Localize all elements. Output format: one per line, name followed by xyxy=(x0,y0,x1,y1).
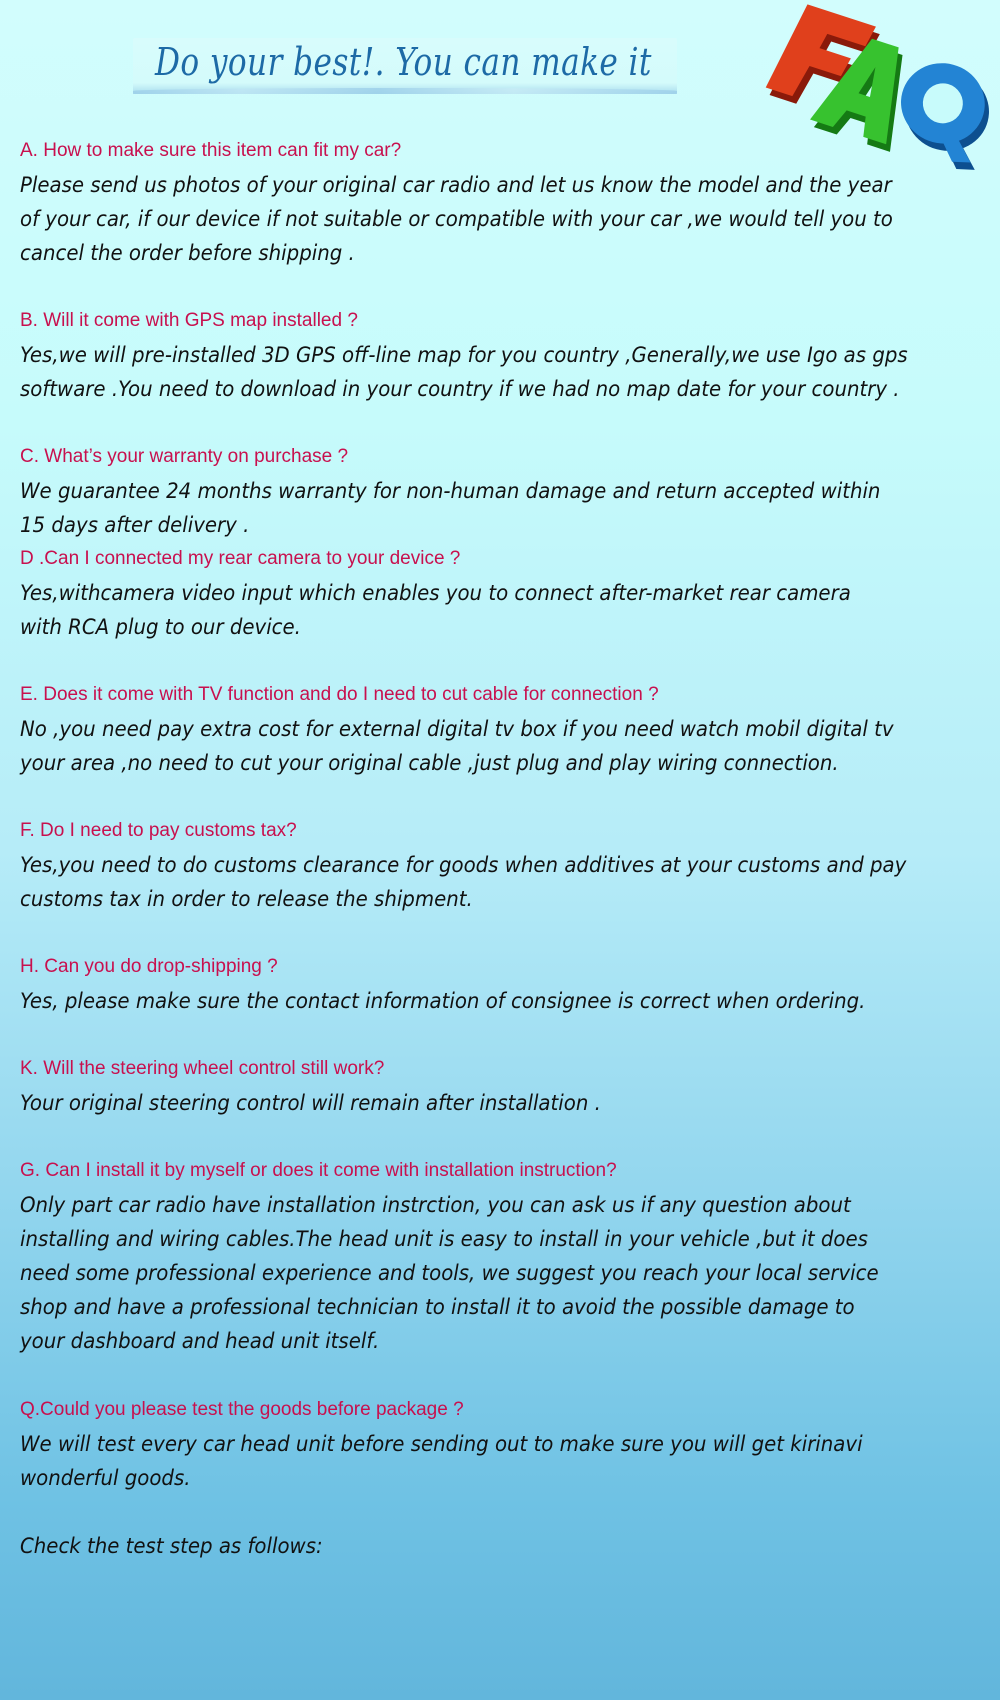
faq-answer-f xyxy=(20,848,906,916)
answer-line: Only part car radio have installation instrction, you can ask us if any question about xyxy=(20,1193,851,1217)
motto-banner xyxy=(133,38,677,94)
answer-line: with RCA plug to our device. xyxy=(20,615,301,639)
faq-question-g: G. Can I install it by myself or does it come with installation instruction? xyxy=(20,1160,617,1181)
faq-logo-icon xyxy=(760,0,1000,175)
faq-question-h: H. Can you do drop-shipping ? xyxy=(20,956,278,977)
faq-answer-d xyxy=(20,576,851,644)
answer-line: Yes, please make sure the contact information of consignee is correct when ordering. xyxy=(20,989,866,1013)
answer-line: Please send us photos of your original car radio and let us know the model and the year xyxy=(20,173,892,197)
faq-answer-h xyxy=(20,984,865,1018)
faq-answer-k xyxy=(20,1086,601,1120)
answer-line: wonderful goods. xyxy=(20,1466,191,1490)
faq-question-e: E. Does it come with TV function and do I need to cut cable for connection ? xyxy=(20,684,659,705)
faq-question-d: D .Can I connected my rear camera to your device ? xyxy=(20,548,461,569)
faq-answer-b xyxy=(20,338,908,406)
answer-line: installing and wiring cables.The head unit is easy to install in your vehicle ,but it does xyxy=(20,1227,868,1251)
motto-text: Do your best!. You can make it xyxy=(155,40,652,84)
faq-question-b: B. Will it come with GPS map installed ? xyxy=(20,310,358,331)
answer-line: Yes,you need to do customs clearance for goods when additives at your customs and pay xyxy=(20,853,907,877)
answer-line: Your original steering control will remain after installation . xyxy=(20,1091,601,1115)
answer-line: your dashboard and head unit itself. xyxy=(20,1329,380,1353)
answer-line: We will test every car head unit before sending out to make sure you will get kirinavi xyxy=(20,1432,863,1456)
faq-answer-q xyxy=(20,1427,863,1495)
answer-line: shop and have a professional technician to install it to avoid the possible damage to xyxy=(20,1295,855,1319)
faq-answer-g xyxy=(20,1188,879,1358)
answer-line: Yes,withcamera video input which enables you to connect after-market rear camera xyxy=(20,581,851,605)
faq-question-a: A. How to make sure this item can fit my car? xyxy=(20,140,402,161)
faq-question-c: C. What’s your warranty on purchase ? xyxy=(20,446,349,467)
test-steps-note xyxy=(20,1529,323,1563)
answer-line: your area ,no need to cut your original cable ,just plug and play wiring connection. xyxy=(20,751,839,775)
answer-line: Yes,we will pre-installed 3D GPS off-line map for you country ,Generally,we use Igo as gps xyxy=(20,343,908,367)
faq-answer-a xyxy=(20,168,893,270)
answer-line: 15 days after delivery . xyxy=(20,513,250,537)
answer-line: No ,you need pay extra cost for external digital tv box if you need watch mobil digital tv xyxy=(20,717,894,741)
answer-line: cancel the order before shipping . xyxy=(20,241,355,265)
footer-note-text: Check the test step as follows: xyxy=(20,1534,323,1558)
banner-wave-decoration xyxy=(133,88,677,94)
faq-answer-c xyxy=(20,474,880,542)
faq-question-k: K. Will the steering wheel control still work? xyxy=(20,1058,385,1079)
faq-question-f: F. Do I need to pay customs tax? xyxy=(20,820,297,841)
faq-answer-e xyxy=(20,712,894,780)
answer-line: We guarantee 24 months warranty for non-human damage and return accepted within xyxy=(20,479,881,503)
faq-question-q: Q.Could you please test the goods before package ? xyxy=(20,1399,464,1420)
answer-line: of your car, if our device if not suitable or compatible with your car ,we would tell you to xyxy=(20,207,893,231)
faq-letter-q xyxy=(887,54,1000,174)
answer-line: customs tax in order to release the shipment. xyxy=(20,887,473,911)
answer-line: need some professional experience and tools, we suggest you reach your local service xyxy=(20,1261,879,1285)
answer-line: software .You need to download in your country if we had no map date for your country . xyxy=(20,377,900,401)
